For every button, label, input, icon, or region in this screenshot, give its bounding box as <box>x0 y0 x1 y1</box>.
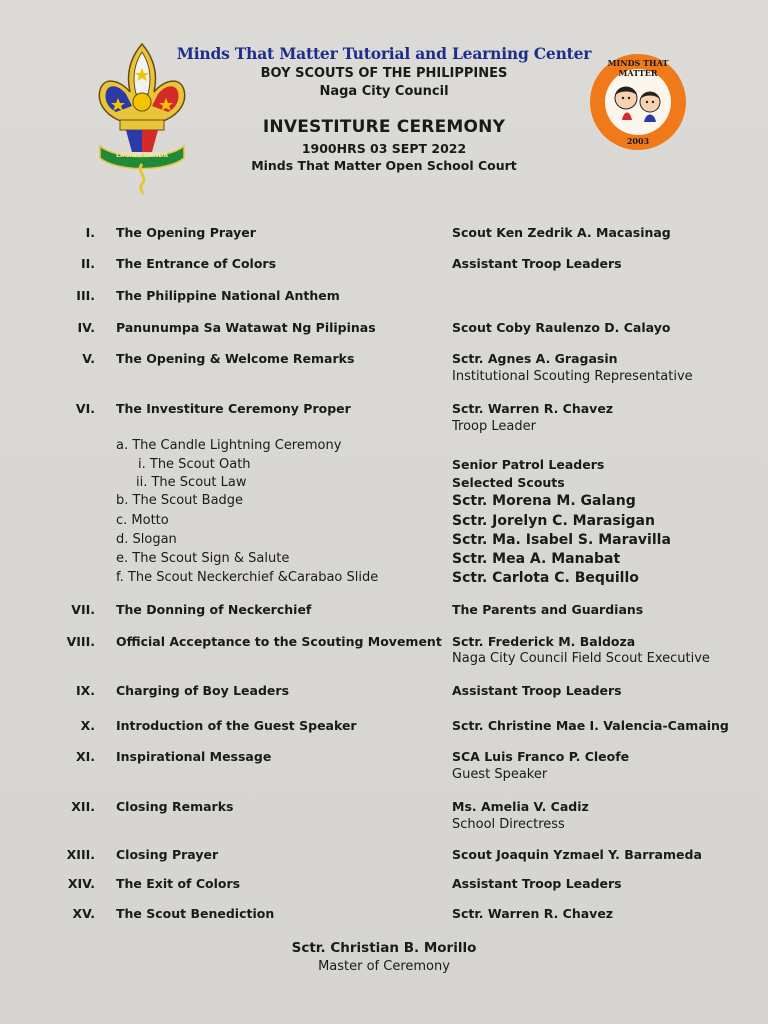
program-person: Sctr. Warren R. Chavez <box>452 906 614 921</box>
program-number: X. <box>80 718 95 733</box>
program-item: The Opening Prayer <box>116 225 256 240</box>
program-item: The Entrance of Colors <box>116 256 277 271</box>
program-number: VI. <box>75 401 95 416</box>
sub-item-person: Senior Patrol Leaders <box>452 457 605 472</box>
sub-item-label: b. The Scout Badge <box>116 493 244 508</box>
sub-item-label: c. Motto <box>116 513 169 528</box>
mc-role: Master of Ceremony <box>318 959 450 974</box>
council-name: Naga City Council <box>319 84 449 99</box>
program-item: Official Acceptance to the Scouting Movement <box>116 634 442 649</box>
program-person: The Parents and Guardians <box>452 602 644 617</box>
organization-name: BOY SCOUTS OF THE PHILIPPINES <box>260 66 508 81</box>
program-item: Closing Prayer <box>116 847 219 862</box>
program-item: The Philippine National Anthem <box>116 288 340 303</box>
program-number: VII. <box>71 602 95 617</box>
program-number: XII. <box>71 799 95 814</box>
program-number: VIII. <box>66 634 95 649</box>
program-item: The Donning of Neckerchief <box>116 602 312 617</box>
program-number: XV. <box>72 906 95 921</box>
ceremony-title: INVESTITURE CEREMONY <box>262 117 506 137</box>
program-person: Assistant Troop Leaders <box>452 683 622 698</box>
program-item: The Investiture Ceremony Proper <box>116 401 351 416</box>
program-item: Charging of Boy Leaders <box>116 683 290 698</box>
seal-year: 2003 <box>626 136 650 146</box>
mc-name: Sctr. Christian B. Morillo <box>291 940 477 956</box>
program-person: Sctr. Agnes A. Gragasin <box>452 351 618 366</box>
program-number: IV. <box>77 320 95 335</box>
sub-item-person: Sctr. Jorelyn C. Marasigan <box>452 513 655 529</box>
sub-item-person: Sctr. Morena M. Galang <box>452 493 636 509</box>
program-number: XIII. <box>66 847 95 862</box>
program-person-role: Institutional Scouting Representative <box>452 369 693 384</box>
master-of-ceremony <box>0 940 768 974</box>
program-number: III. <box>76 288 95 303</box>
program-person: Ms. Amelia V. Cadiz <box>452 799 589 814</box>
program-person-role: Naga City Council Field Scout Executive <box>452 651 710 666</box>
program-person-role: School Directress <box>452 817 565 832</box>
program-person: Sctr. Warren R. Chavez <box>452 401 614 416</box>
sub-item-person: Sctr. Carlota C. Bequillo <box>452 570 639 586</box>
program-person: Assistant Troop Leaders <box>452 876 622 891</box>
sub-item-label: i. The Scout Oath <box>138 457 251 472</box>
motto-ribbon-text: LAGING HANDA <box>116 152 168 159</box>
program-person: Scout Joaquin Yzmael Y. Barrameda <box>452 847 702 862</box>
program-person: Sctr. Christine Mae I. Valencia-Camaing <box>452 718 729 733</box>
program-number: V. <box>82 351 95 366</box>
program-person-role: Guest Speaker <box>452 767 548 782</box>
program-number: XIV. <box>67 876 95 891</box>
program-person: Scout Coby Raulenzo D. Calayo <box>452 320 671 335</box>
sub-item-label: d. Slogan <box>116 532 177 547</box>
program-item: Panunumpa Sa Watawat Ng Pilipinas <box>116 320 376 335</box>
sub-item-label: e. The Scout Sign & Salute <box>116 551 290 566</box>
program-number: IX. <box>75 683 95 698</box>
sub-item-label: a. The Candle Lightning Ceremony <box>116 438 342 453</box>
program-item: The Opening & Welcome Remarks <box>116 351 355 366</box>
ceremony-venue: Minds That Matter Open School Court <box>251 158 517 173</box>
program-person: Scout Ken Zedrik A. Macasinag <box>452 225 671 240</box>
seal-ring-text: MINDS THAT MATTER <box>607 58 669 78</box>
program-number: I. <box>85 225 95 240</box>
program-item: Introduction of the Guest Speaker <box>116 718 357 733</box>
program-number: XI. <box>75 749 95 764</box>
program-item: The Scout Benediction <box>116 906 275 921</box>
program-item: Closing Remarks <box>116 799 234 814</box>
program-person-role: Troop Leader <box>452 419 536 434</box>
program-number: II. <box>80 256 95 271</box>
sub-item-person: Selected Scouts <box>452 475 565 490</box>
program-person: Assistant Troop Leaders <box>452 256 622 271</box>
center-name: Minds That Matter Tutorial and Learning Center <box>176 44 592 63</box>
ceremony-datetime: 1900HRS 03 SEPT 2022 <box>301 141 467 156</box>
sub-item-person: Sctr. Mea A. Manabat <box>452 551 621 567</box>
sub-item-person: Sctr. Ma. Isabel S. Maravilla <box>452 532 671 548</box>
sub-item-label: ii. The Scout Law <box>136 475 247 490</box>
program-person: Sctr. Frederick M. Baldoza <box>452 634 636 649</box>
program-item: Inspirational Message <box>116 749 272 764</box>
document-header <box>0 44 768 173</box>
sub-item-label: f. The Scout Neckerchief &Carabao Slide <box>116 570 379 585</box>
program-person: SCA Luis Franco P. Cleofe <box>452 749 630 764</box>
program-item: The Exit of Colors <box>116 876 241 891</box>
